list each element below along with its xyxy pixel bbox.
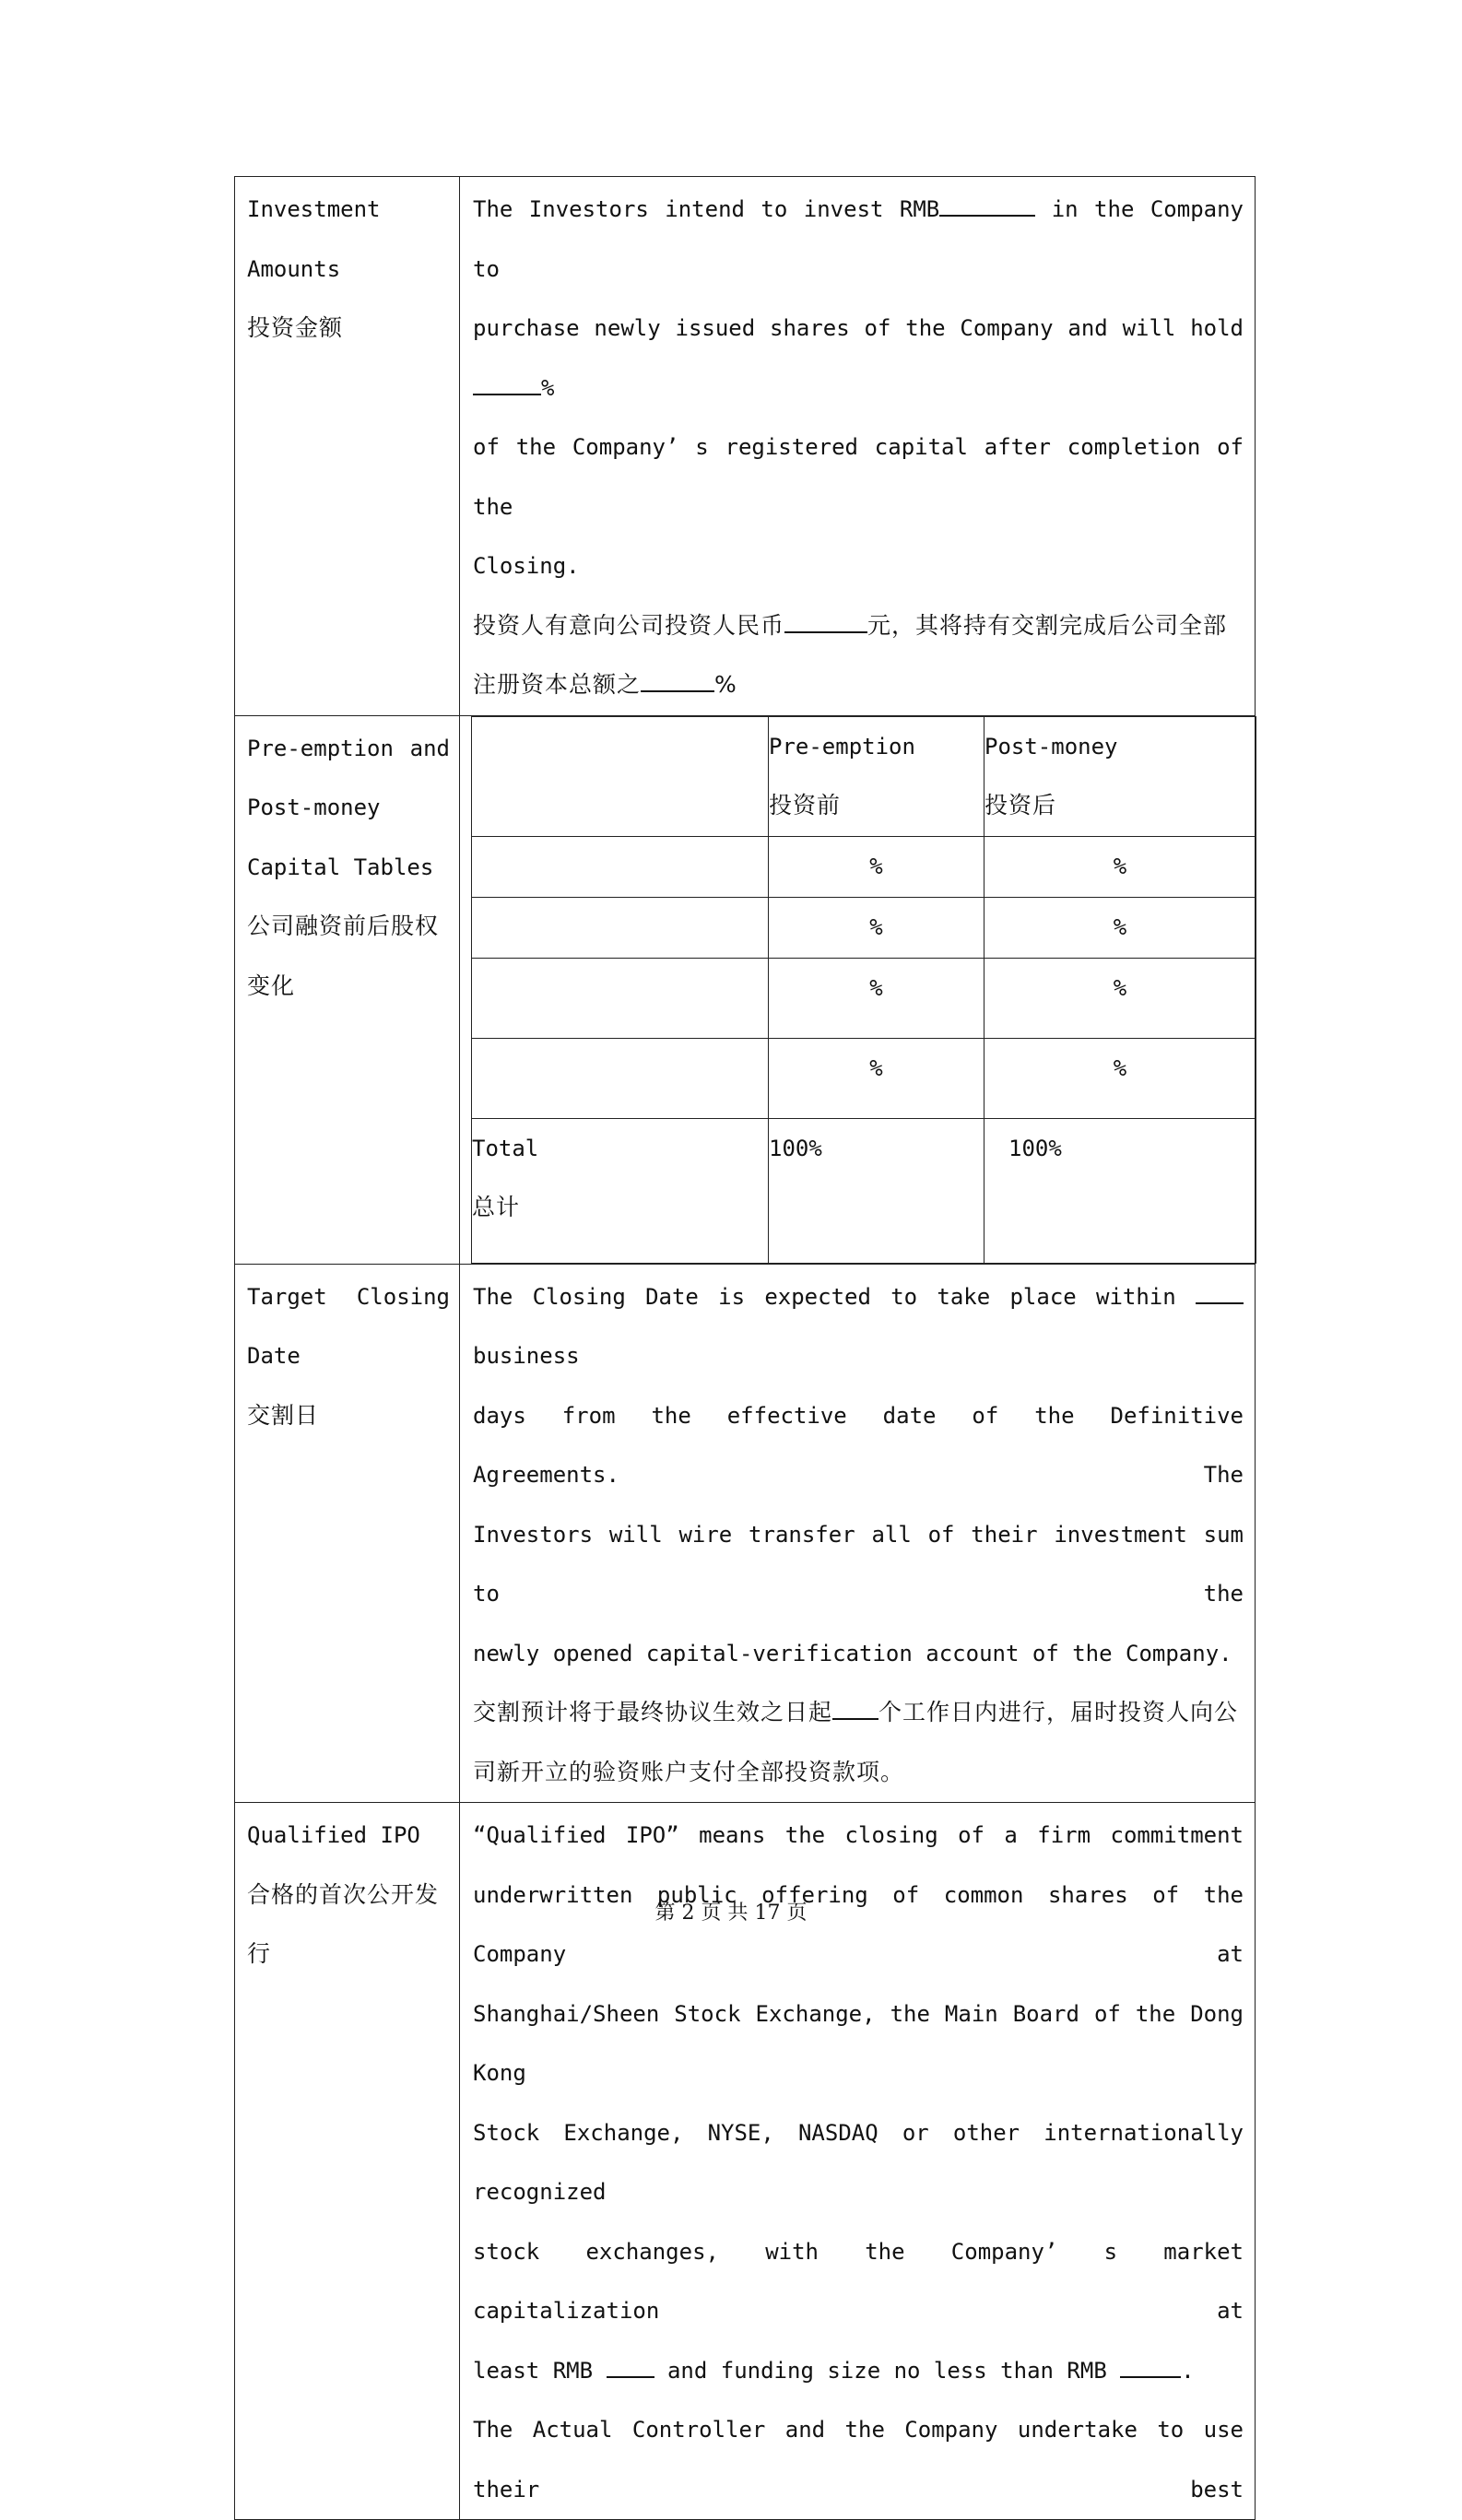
text: days from the effective date of the Definitive Agreements. The xyxy=(473,1402,1244,1488)
total-label-cell xyxy=(472,1118,769,1263)
row-target-closing-date xyxy=(235,1264,1256,1803)
total-post-cell: 100% xyxy=(984,1118,1256,1263)
post-percent-cell: % xyxy=(984,897,1256,958)
label-en: Target Closing xyxy=(247,1283,450,1310)
investment-text xyxy=(460,177,1255,715)
col-header-cn: 投资后 xyxy=(984,791,1057,818)
blank-line xyxy=(1196,1282,1244,1304)
closing-label xyxy=(235,1265,459,1446)
text: business xyxy=(473,1343,580,1369)
content-cell xyxy=(460,177,1256,716)
post-percent-cell: % xyxy=(984,958,1256,1038)
label-cn: 公司融资前后股权 xyxy=(247,913,440,939)
header-pre-emption xyxy=(769,716,984,836)
table-row-total xyxy=(472,1118,1256,1263)
label-cell xyxy=(235,1264,460,1803)
text: The Closing Date is expected to take place within xyxy=(473,1283,1196,1310)
blank-line xyxy=(607,2356,654,2378)
shareholder-cell xyxy=(472,958,769,1038)
label-en: Post-money xyxy=(247,795,381,820)
text: newly opened capital-verification account of the Company. xyxy=(473,1640,1232,1666)
content-cell xyxy=(460,715,1256,1264)
capital-table xyxy=(471,716,1256,1264)
label-en: Investment xyxy=(247,196,381,222)
text: Stock Exchange, NYSE, NASDAQ or other internationally recognized xyxy=(473,2119,1244,2205)
shareholder-cell xyxy=(472,897,769,958)
pre-percent-cell: % xyxy=(769,897,984,958)
label-en: Pre-emption and xyxy=(247,735,450,761)
row-capital-tables xyxy=(235,715,1256,1264)
table-row xyxy=(472,836,1256,897)
header-blank-cell xyxy=(472,716,769,836)
text: 元，其将持有交割完成后公司全部 xyxy=(867,611,1228,639)
shareholder-cell xyxy=(472,836,769,897)
text: and funding size no less than RMB xyxy=(654,2357,1121,2384)
text: “Qualified IPO” means the closing of a firm commitment xyxy=(473,1822,1244,1848)
pre-percent-cell: % xyxy=(769,836,984,897)
label-en: Date xyxy=(247,1343,301,1369)
text: 注册资本总额之 xyxy=(473,671,642,698)
text: 交割预计将于最终协议生效之日起 xyxy=(473,1699,833,1725)
pre-percent-cell: % xyxy=(769,958,984,1038)
captable-label xyxy=(235,716,459,1017)
label-cell xyxy=(235,177,460,716)
total-label-cn: 总计 xyxy=(472,1193,521,1220)
text: underwritten public offering of common shares of the Company at xyxy=(473,1881,1244,1967)
blank-line xyxy=(832,1698,878,1720)
label-cn: 投资金额 xyxy=(247,314,344,341)
shareholder-cell xyxy=(472,1038,769,1118)
row-investment-amounts xyxy=(235,177,1256,716)
blank-line xyxy=(473,373,541,395)
text: % xyxy=(541,374,555,401)
text: 个工作日内进行，届时投资人向公 xyxy=(878,1699,1239,1725)
text: % xyxy=(714,671,737,698)
table-row xyxy=(472,897,1256,958)
text: The Actual Controller and the Company undertake to use their best xyxy=(473,2417,1244,2502)
label-cn: 合格的首次公开发 xyxy=(247,1880,440,1908)
text: of the Company’ s registered capital after completion of the xyxy=(473,434,1244,520)
ipo-label xyxy=(235,1803,459,1984)
pre-percent-cell: % xyxy=(769,1038,984,1118)
capital-table-header xyxy=(472,716,1256,836)
table-row xyxy=(472,958,1256,1038)
term-sheet-table xyxy=(234,176,1256,2520)
blank-line xyxy=(641,670,714,692)
col-header-cn: 投资前 xyxy=(769,791,842,818)
text: stock exchanges, with the Company’ s market capitalization at xyxy=(473,2238,1244,2324)
total-label-en: Total xyxy=(472,1135,539,1161)
label-en: Qualified IPO xyxy=(247,1822,420,1848)
label-en: Capital Tables xyxy=(247,854,434,880)
text: Closing. xyxy=(473,553,580,579)
total-pre-cell: 100% xyxy=(769,1118,984,1263)
text: . xyxy=(1181,2357,1195,2384)
label-cn: 交割日 xyxy=(247,1401,320,1429)
col-header-en: Post-money xyxy=(984,733,1118,760)
label-cell xyxy=(235,715,460,1264)
investment-label xyxy=(235,177,459,359)
blank-line xyxy=(1120,2356,1181,2378)
table-row xyxy=(472,1038,1256,1118)
text: purchase newly issued shares of the Company and will hold xyxy=(473,315,1244,341)
label-cn: 行 xyxy=(247,1940,272,1967)
post-percent-cell: % xyxy=(984,1038,1256,1118)
text: in the Company to xyxy=(473,196,1244,282)
text: The Investors intend to invest RMB xyxy=(473,196,940,222)
text: 投资人有意向公司投资人民币 xyxy=(473,611,785,639)
label-en: Amounts xyxy=(247,255,341,282)
label-cn: 变化 xyxy=(247,971,296,999)
text: Investors will wire transfer all of their investment sum to the xyxy=(473,1521,1244,1607)
text: Shanghai/Sheen Stock Exchange, the Main Board of the Dong Kong xyxy=(473,2000,1244,2086)
blank-line xyxy=(784,611,867,633)
content-cell xyxy=(460,1264,1256,1803)
text: least RMB xyxy=(473,2357,607,2384)
post-percent-cell: % xyxy=(984,836,1256,897)
header-post-money xyxy=(984,716,1256,836)
page-footer: 第 2 页 共 17 页 xyxy=(654,1902,808,1925)
closing-text xyxy=(460,1265,1255,1803)
col-header-en: Pre-emption xyxy=(769,733,915,760)
text: 司新开立的验资账户支付全部投资款项。 xyxy=(473,1758,905,1785)
blank-line xyxy=(939,194,1035,217)
